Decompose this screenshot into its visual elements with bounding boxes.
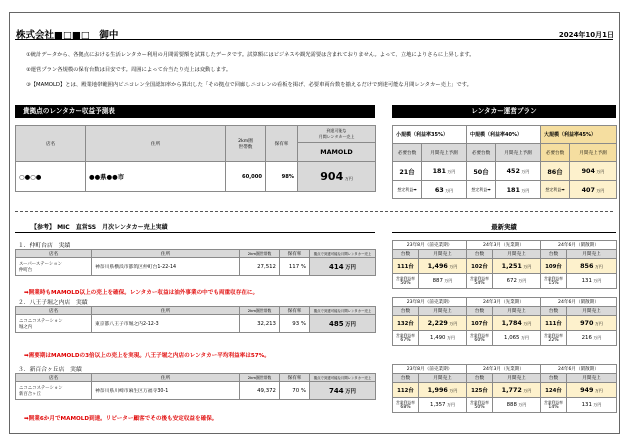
sales-header: 月間売上 <box>493 250 541 259</box>
profit-rate-label: 営業利益率 <box>470 400 489 405</box>
period-cars: 107台 <box>467 316 493 331</box>
plan-medium-sales-cell <box>496 162 541 181</box>
period-rate-cell <box>467 398 493 413</box>
note-3: ③【MAMOLD】とは、殿業地帯範囲内ビニコレン全国認知率から算出した「その拠点で回廊しニコレンの看板を掲げ、必要車両台数を揃えるだけで到達可能な月間レンタカー売上」です。 <box>26 82 472 88</box>
ref-store-name: ニコニコステーション 堀之内 <box>16 315 92 333</box>
col-population: 2km圏 世帯数 <box>226 126 266 162</box>
store-table <box>15 306 376 333</box>
period-rate-cell <box>541 331 567 346</box>
period-sales-cell <box>567 259 617 274</box>
period-cars: 112台 <box>393 383 419 398</box>
plan-large-arrow-icon: ➡ <box>561 186 565 192</box>
forecast-mamold-unit: 万円 <box>344 176 353 181</box>
period-profit-unit: 万円 <box>518 402 527 407</box>
report-date: 2024年10月1日 <box>558 31 614 39</box>
period-profit-unit: 万円 <box>593 335 602 340</box>
period-rate: 14% <box>548 405 559 410</box>
title-divider <box>15 39 613 40</box>
store-comment: ➡開業6か月でMAMOLD到達。リピーター顧客でその後も安定収益を確保。 <box>24 416 218 422</box>
period-header: 24年6月（閑散期） <box>541 298 617 307</box>
period-sales-cell <box>419 316 467 331</box>
profit-rate-label: 営業利益率 <box>470 333 489 338</box>
plan-medium-arrow-icon: ➡ <box>487 186 491 192</box>
cars-header: 台数 <box>467 250 493 259</box>
plan-medium-profit-cell <box>496 181 541 199</box>
period-profit: 887 <box>432 278 443 284</box>
period-sales-unit: 万円 <box>523 321 532 326</box>
ref-store-mamold: 414 <box>329 262 344 271</box>
sales-header: 月間売上 <box>419 250 467 259</box>
period-cars: 125台 <box>467 383 493 398</box>
period-header: 24年3月（先業期） <box>467 241 541 250</box>
forecast-store: ○●○● <box>16 162 86 192</box>
ref-store-name: スーパーステーション 仲町台 <box>16 258 92 276</box>
period-sales: 1,496 <box>427 262 448 270</box>
profit-rate-label: 営業利益率 <box>544 333 563 338</box>
forecast-mamold-cell <box>298 162 376 192</box>
plan-large-sales-h: 月間売上予測 <box>570 144 617 162</box>
plan-small-profit-h-cell <box>393 181 422 199</box>
store-heading: １．仲町台店 実績 <box>18 243 71 249</box>
period-header: 24年3月（先業期） <box>467 298 541 307</box>
period-header: 24年3月（先業期） <box>467 365 541 374</box>
period-header: 23年8月（前売業期） <box>393 365 467 374</box>
period-profit: 131 <box>581 278 592 284</box>
plan-large-profit: 407 <box>581 185 595 194</box>
sales-header: 月間売上 <box>493 374 541 383</box>
plan-medium-label: 中規模（利益率40%） <box>467 126 541 144</box>
ref-col-mamold-note: 拠点で到達可能な月間レンタカー売上 <box>310 374 376 382</box>
period-sales-cell <box>419 259 467 274</box>
store-heading: ２．八王子堀之内店 実績 <box>18 300 88 306</box>
ref-store-address: 神奈川県横浜市都筑区仲町台1-22-14 <box>92 258 240 276</box>
ref-store-mamold-unit: 万円 <box>345 388 356 395</box>
period-sales-unit: 万円 <box>594 264 603 269</box>
sales-header: 月間売上 <box>419 374 467 383</box>
ref-col-pop: 2km圏世帯数 <box>240 307 280 315</box>
profit-rate-label: 営業利益率 <box>544 400 563 405</box>
period-rate: 67% <box>400 338 411 343</box>
period-profit-unit: 万円 <box>446 402 455 407</box>
plan-medium-profit-h: 想定利益 <box>471 186 488 192</box>
plans-band: レンタカー運営プラン <box>392 105 616 118</box>
ref-store-name: ニコニコステーション 新百合ヶ丘 <box>16 382 92 400</box>
period-profit-unit: 万円 <box>444 278 453 283</box>
ref-store-mamold: 485 <box>329 319 344 328</box>
plan-small-label: 小規模（利益率35%） <box>393 126 467 144</box>
period-rate: 22% <box>548 338 559 343</box>
sales-header: 月間売上 <box>567 250 617 259</box>
period-sales: 1,251 <box>501 262 522 270</box>
period-profit-cell <box>567 331 617 346</box>
plans-table <box>392 125 617 199</box>
cars-header: 台数 <box>393 374 419 383</box>
cars-header: 台数 <box>541 307 567 316</box>
ref-store-pop: 49,372 <box>240 382 280 400</box>
plan-medium-profit: 181 <box>506 185 520 194</box>
period-profit-cell <box>567 274 617 289</box>
plan-medium-profit-h-cell <box>467 181 496 199</box>
period-profit-unit: 万円 <box>446 335 455 340</box>
plan-small-unit: 万円 <box>447 169 456 174</box>
period-sales: 1,784 <box>501 319 522 327</box>
period-rate: 54% <box>474 281 485 286</box>
ref-store-address: 神奈川県川崎市麻生区万福寺30-1 <box>92 382 240 400</box>
plan-large-unit: 万円 <box>596 169 605 174</box>
store-table <box>15 373 376 400</box>
period-sales-cell <box>567 383 617 398</box>
period-cars: 111台 <box>541 316 567 331</box>
plan-large-sales-cell <box>570 162 617 181</box>
col-ownership: 保有率 <box>266 126 298 162</box>
period-sales: 1,772 <box>501 386 522 394</box>
profit-rate-label: 営業利益率 <box>544 276 563 281</box>
period-rate: 60% <box>474 338 485 343</box>
ref-store-pop: 27,512 <box>240 258 280 276</box>
latest-title: 最新実績 <box>392 222 616 233</box>
store-heading: ３．新百合ヶ丘店 実績 <box>18 367 82 373</box>
profit-rate-label: 営業利益率 <box>396 400 415 405</box>
sales-header: 月間売上 <box>567 307 617 316</box>
plan-large-profit-unit: 万円 <box>596 187 605 193</box>
plan-medium-sales-h: 月間売上予測 <box>496 144 541 162</box>
cars-header: 台数 <box>467 307 493 316</box>
period-rate-cell <box>393 331 419 346</box>
cars-header: 台数 <box>467 374 493 383</box>
note-1: ①統計データから、各拠点における生活レンタカー利用の月間需要額を試算したデータです。試算額にはビジネスや観光需要は含まれておりません。よって、立地によりさらに上昇します。 <box>26 52 475 58</box>
plan-small-arrow-icon: ➡ <box>413 186 417 192</box>
ref-col-pop: 2km圏世帯数 <box>240 374 280 382</box>
period-sales-unit: 万円 <box>449 388 458 393</box>
col-address: 住所 <box>86 126 226 162</box>
period-sales: 970 <box>580 319 594 327</box>
period-rate: 50% <box>474 405 485 410</box>
period-profit-unit: 万円 <box>520 335 529 340</box>
period-rate-cell <box>393 274 419 289</box>
period-rate-cell <box>467 331 493 346</box>
sales-header: 月間売上 <box>567 374 617 383</box>
period-cars: 111台 <box>393 259 419 274</box>
period-header: 23年8月（前売業期） <box>393 298 467 307</box>
plan-large-cars: 86台 <box>541 162 570 181</box>
ref-col-pop: 2km圏世帯数 <box>240 250 280 258</box>
ref-store-mamold: 744 <box>329 386 344 395</box>
period-sales-cell <box>493 316 541 331</box>
period-profit-cell <box>493 274 541 289</box>
profit-rate-label: 営業利益率 <box>396 333 415 338</box>
store-comment: ➡需要期はMAMOLDの3倍以上の売上を実現。八王子堀之内店のレンタカー平均利益率は57%。 <box>24 353 270 359</box>
section-divider <box>15 211 613 212</box>
period-rate-cell <box>541 274 567 289</box>
store-table <box>15 249 376 276</box>
period-sales-cell <box>493 383 541 398</box>
ref-col-store: 店名 <box>16 307 92 315</box>
period-header: 24年6月（閑散期） <box>541 241 617 250</box>
ref-col-own: 保有率 <box>280 307 310 315</box>
forecast-ownership: 98% <box>266 162 298 192</box>
plan-small-profit: 63 <box>434 185 444 194</box>
period-sales-unit: 万円 <box>594 321 603 326</box>
note-2: ②運営プラン各規模の保有台数は目安です。周囲によって台当たり売上は変動します。 <box>26 67 232 73</box>
cars-header: 台数 <box>541 374 567 383</box>
period-cars: 109台 <box>541 259 567 274</box>
plan-medium-unit: 万円 <box>521 169 530 174</box>
ref-store-mamold-cell <box>310 258 376 276</box>
forecast-table <box>15 125 376 192</box>
ref-col-store: 店名 <box>16 250 92 258</box>
ref-store-address: 東京都八王子市堀之内2-12-3 <box>92 315 240 333</box>
ref-store-mamold-unit: 万円 <box>345 264 356 271</box>
period-profit-cell <box>493 398 541 413</box>
cars-header: 台数 <box>541 250 567 259</box>
period-profit-cell <box>419 274 467 289</box>
col-mamold-note: 到達可能な 月間レンタカー売上 <box>298 126 376 143</box>
period-sales-unit: 万円 <box>594 388 603 393</box>
plan-small-sales: 181 <box>432 167 446 175</box>
plan-large-profit-cell <box>570 181 617 199</box>
period-sales-cell <box>493 259 541 274</box>
period-sales: 856 <box>580 262 594 270</box>
period-rate: 68% <box>400 405 411 410</box>
sales-header: 月間売上 <box>493 307 541 316</box>
ref-col-address: 住所 <box>92 250 240 258</box>
ref-col-mamold-note: 拠点で到達可能な月間レンタカー売上 <box>310 307 376 315</box>
store-comment: ➡開業時もMAMOLD以上の売上を確保。レンタカー収益は油外事業の中でも両重収存在に。 <box>24 290 259 296</box>
profit-rate-label: 営業利益率 <box>396 276 415 281</box>
period-profit: 888 <box>506 402 517 408</box>
period-profit-cell <box>567 398 617 413</box>
period-rate-cell <box>467 274 493 289</box>
plan-small-profit-cell <box>422 181 467 199</box>
forecast-mamold-value: 904 <box>320 170 344 183</box>
plan-small-profit-h: 想定利益 <box>397 186 414 192</box>
period-rate: 50% <box>400 281 411 286</box>
plan-large-label: 大規模（利益率45%） <box>541 126 617 144</box>
ref-store-mamold-cell <box>310 315 376 333</box>
plan-small-cars: 21台 <box>393 162 422 181</box>
ref-store-own: 70 % <box>280 382 310 400</box>
col-store: 店名 <box>16 126 86 162</box>
col-mamold: MAMOLD <box>298 143 376 162</box>
plan-small-profit-unit: 万円 <box>445 187 454 193</box>
period-rate-cell <box>541 398 567 413</box>
latest-table <box>392 364 617 413</box>
ref-store-own: 117 % <box>280 258 310 276</box>
ref-col-mamold-note: 拠点で到達可能な月間レンタカー売上 <box>310 250 376 258</box>
ref-col-address: 住所 <box>92 374 240 382</box>
cars-header: 台数 <box>393 250 419 259</box>
plan-large-cars-h: 必要台数 <box>541 144 570 162</box>
period-sales-unit: 万円 <box>449 264 458 269</box>
ref-col-store: 店名 <box>16 374 92 382</box>
sales-header: 月間売上 <box>419 307 467 316</box>
period-profit: 216 <box>581 335 592 341</box>
forecast-population: 60,000 <box>226 162 266 192</box>
period-profit-unit: 万円 <box>593 402 602 407</box>
plan-small-sales-cell <box>422 162 467 181</box>
profit-rate-label: 営業利益率 <box>470 276 489 281</box>
plan-large-profit-h-cell <box>541 181 570 199</box>
cars-header: 台数 <box>393 307 419 316</box>
page-title: 株式会社■□■□ 御中 <box>16 30 119 41</box>
period-profit-cell <box>419 398 467 413</box>
plan-medium-sales: 452 <box>506 167 520 175</box>
ref-store-pop: 32,213 <box>240 315 280 333</box>
ref-col-address: 住所 <box>92 307 240 315</box>
period-sales-cell <box>419 383 467 398</box>
period-sales: 1,996 <box>427 386 448 394</box>
latest-table <box>392 297 617 346</box>
period-header: 24年6月（閑散期） <box>541 365 617 374</box>
period-cars: 124台 <box>541 383 567 398</box>
period-rate-cell <box>393 398 419 413</box>
period-profit: 1,357 <box>430 402 446 408</box>
plan-medium-cars-h: 必要台数 <box>467 144 496 162</box>
period-profit: 131 <box>581 402 592 408</box>
reference-title: 【参考】 MIC 直営SS 月次レンタカー売上実績 <box>15 222 375 233</box>
forecast-band: 貴拠点のレンタカー収益予測表 <box>15 105 375 118</box>
plan-large-sales: 904 <box>581 167 595 175</box>
ref-store-mamold-unit: 万円 <box>345 321 356 328</box>
latest-table <box>392 240 617 289</box>
period-header: 23年8月（前売業期） <box>393 241 467 250</box>
period-cars: 102台 <box>467 259 493 274</box>
period-profit: 1,490 <box>430 335 446 341</box>
period-profit: 672 <box>506 278 517 284</box>
plan-medium-cars: 50台 <box>467 162 496 181</box>
period-profit-unit: 万円 <box>593 278 602 283</box>
plan-small-sales-h: 月間売上予測 <box>422 144 467 162</box>
period-profit-cell <box>493 331 541 346</box>
plan-medium-profit-unit: 万円 <box>521 187 530 193</box>
ref-col-own: 保有率 <box>280 250 310 258</box>
period-sales: 2,229 <box>427 319 448 327</box>
ref-col-own: 保有率 <box>280 374 310 382</box>
period-profit: 1,065 <box>504 335 520 341</box>
plan-large-profit-h: 想定利益 <box>545 186 562 192</box>
period-sales-cell <box>567 316 617 331</box>
plan-small-cars-h: 必要台数 <box>393 144 422 162</box>
period-sales-unit: 万円 <box>449 321 458 326</box>
period-cars: 132台 <box>393 316 419 331</box>
ref-store-own: 93 % <box>280 315 310 333</box>
period-sales-unit: 万円 <box>523 388 532 393</box>
period-rate: 15% <box>548 281 559 286</box>
forecast-address: ●●県●●市 <box>86 162 226 192</box>
period-profit-unit: 万円 <box>518 278 527 283</box>
period-sales: 949 <box>580 386 594 394</box>
period-profit-cell <box>419 331 467 346</box>
period-sales-unit: 万円 <box>523 264 532 269</box>
ref-store-mamold-cell <box>310 382 376 400</box>
